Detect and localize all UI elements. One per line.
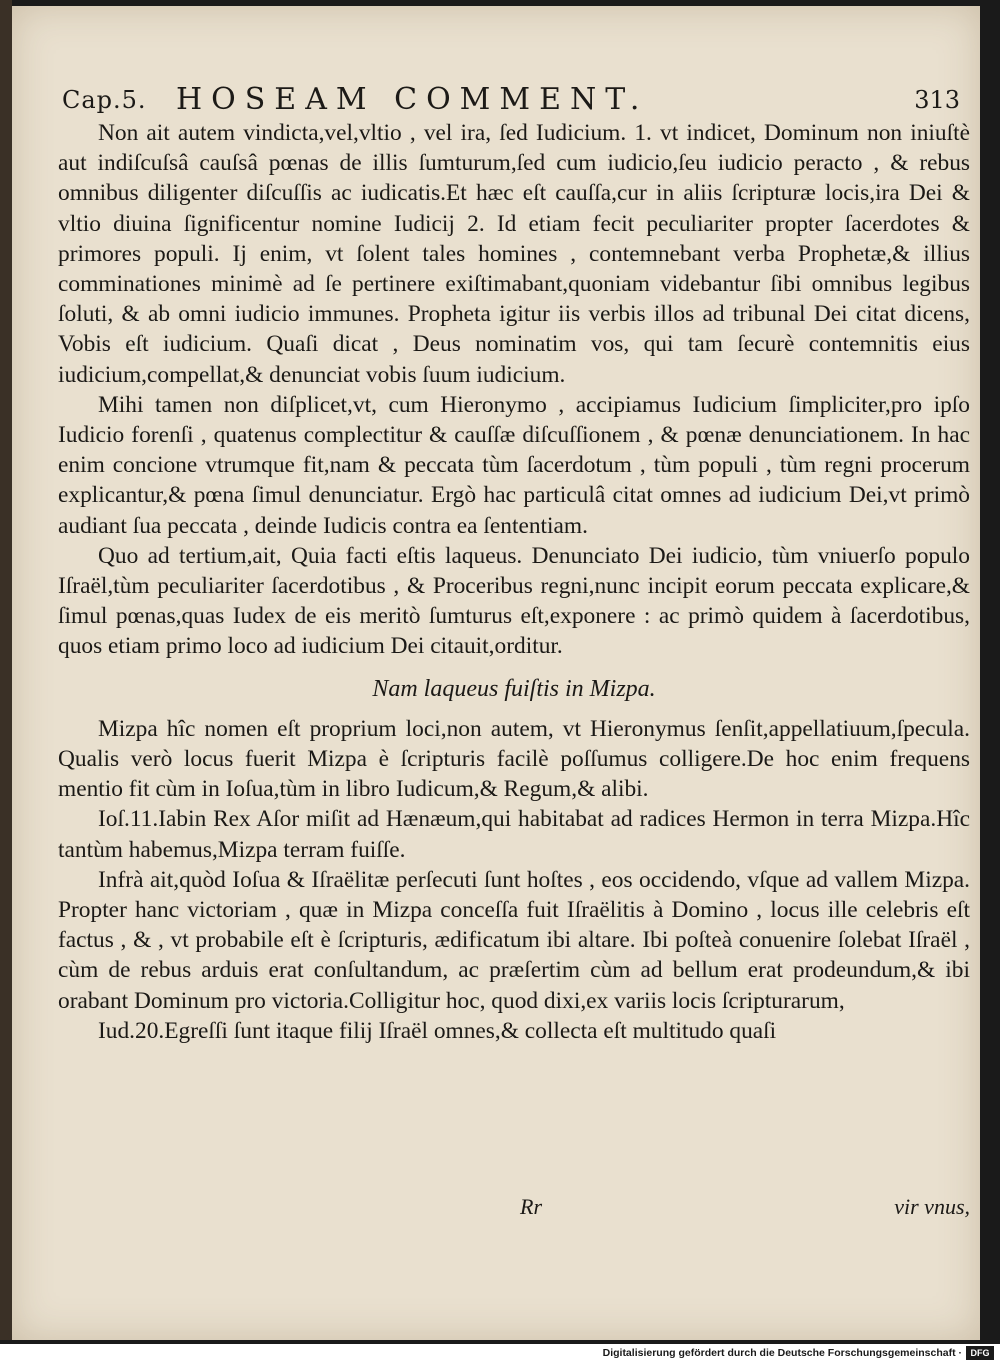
page-body — [58, 118, 970, 1046]
catchword: vir vnus, — [894, 1194, 970, 1219]
signature-mark: Rr — [520, 1194, 542, 1219]
paragraph: Non ait autem vindicta,vel,vltio , vel ira, ſed Iudicium. 1. vt indicet, Dominum non iniuſtè aut indiſcuſsâ cauſsâ pœnas de illis ſumturum,ſed cum iudicio,ſeu iudicio peracto , & rebus omnibus diligenter diſcuſſis ac iudicatis.Et hæc eſt cauſſa,cur in aliis ſcripturæ locis,ira Dei & vltio diuina ſignificentur nomine Iudicij 2. Id etiam fecit peculiariter propter ſacerdotes & primores populi. Ij enim, vt ſolent tales homines , contemnebant verba Prophetæ,& illius comminationes minimè ad ſe pertinere exiſtimabant,quoniam videbantur ſibi omnibus legibus ſoluti, & ab omni iudicio immunes. Propheta igitur iis verbis illos ad tribunal Dei citat dicens, Vobis eſt iudicium. Quaſi dicat , Deus nominatim vos, qui tam ſecurè contemnitis eius iudicium,compellat,& denunciat vobis ſuum iudicium. — [58, 120, 970, 388]
paragraph: Mizpa hîc nomen eſt proprium loci,non autem, vt Hieronymus ſenſit,appellatiuum,ſpecula. Qualis verò locus fuerit Mizpa è ſcripturis facilè poſſumus colligere.De hoc enim frequens mentio fit cùm in Ioſua,tùm in libro Iudicum,& Regum,& alibi. — [58, 715, 970, 803]
paragraph: Infrà ait,quòd Ioſua & Iſraëlitæ perſecuti ſunt hoſtes , eos occidendo, vſque ad vallem Mizpa. Propter hanc victoriam , quæ in Mizpa conceſſa fuit Iſraëlitis à Domino , locus ille celebris eſt factus , & , vt probabile eſt è ſcripturis, ædificatum ibi altare. Ibi poſteà conuenire ſolebat Iſraël , cùm de rebus arduis erat conſultandum, ac præſertim cùm ad bellum erat prodeundum,& ibi orabant Dominum pro victoria.Colligitur hoc, quod dixi,ex variis locis ſcripturarum, — [58, 866, 970, 1014]
section-heading: Nam laqueus fuiſtis in Mizpa. — [372, 675, 656, 702]
catch-line — [58, 1194, 970, 1224]
funding-notice: Digitalisierung gefördert durch die Deutsche Forschungsgemeinschaft · — [602, 1347, 962, 1359]
running-header — [56, 82, 960, 122]
chapter-label: Cap.5. — [62, 86, 147, 114]
paragraph: Ioſ.11.Iabin Rex Aſor miſit ad Hænæum,qui habitabat ad radices Hermon in terra Mizpa.Hîc tantùm habemus,Mizpa terram fuiſſe. — [58, 806, 970, 863]
page-number: 313 — [914, 86, 960, 114]
dfg-logo-icon: DFG — [966, 1346, 994, 1360]
paragraph: Mihi tamen non diſplicet,vt, cum Hieronymo , accipiamus Iudicium ſimpliciter,pro ipſo Iudicio forenſi , quatenus complectitur & cauſſæ diſcuſſionem , & pœnæ denunciationem. In hac enim concione vtrumque fit,nam & peccata tùm ſacerdotum , tùm populi , tùm regni procerum explicantur,& pœna ſimul denunciatur. Ergò hac particulâ citat omnes ad iudicium Dei,vt primò audiant ſua peccata , deinde Iudicis contra ea ſententiam. — [58, 391, 970, 539]
running-title: HOSEAM COMMENT. — [176, 82, 649, 117]
page-edge — [0, 0, 12, 1340]
paragraph: Iud.20.Egreſſi ſunt itaque filij Iſraël omnes,& collecta eſt multitudo quaſi — [98, 1017, 777, 1044]
paragraph: Quo ad tertium,ait, Quia facti eſtis laqueus. Denunciato Dei iudicio, tùm vniuerſo populo Iſraël,tùm peculiariter ſacerdotibus , & Proceribus regni,nunc incipit eorum peccata explicare,& ſimul pœnas,quas Iudex de eis meritò ſumturus eſt,exponere : ac primò quidem à ſacerdotibus, quos etiam primo loco ad iudicium Dei citauit,orditur. — [58, 542, 970, 660]
